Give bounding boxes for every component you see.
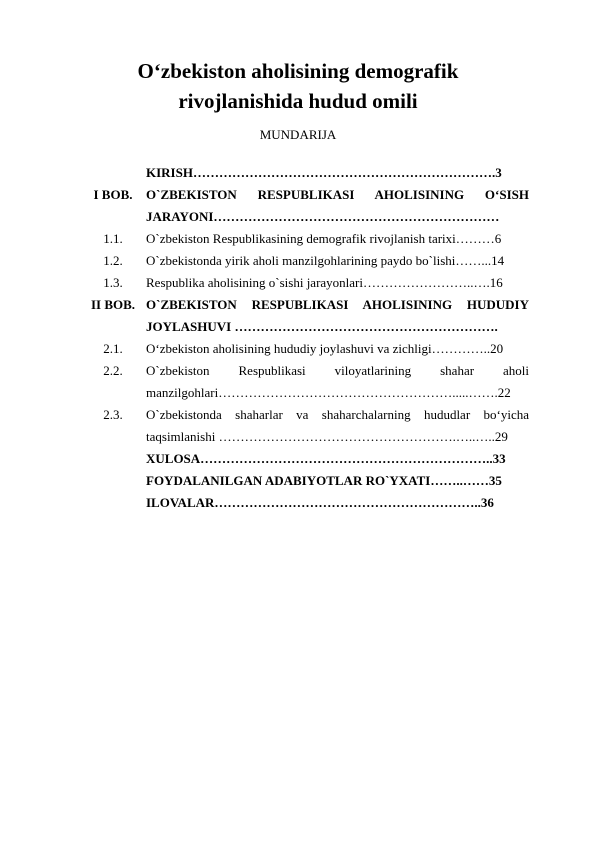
toc-entry-text: O`zbekiston Respublikasining demografik rivojlanish tarixi………6 [146, 231, 502, 246]
toc-entry-text: O`zbekistonda shaharlar va shaharchalarning hududlar bo‘yicha [146, 407, 529, 422]
contents-heading: MUNDARIJA [259, 127, 337, 142]
toc-entry-text: O‘zbekiston aholisining hududiy joylashuvi va zichligi…………..20 [146, 341, 504, 356]
toc-entry-number: 1.1. [103, 231, 123, 246]
toc-entry-text: JARAYONI………………………………………………………… [146, 209, 500, 224]
toc-entry-text: Respublika aholisining o`sishi jarayonlari……………………..….16 [146, 275, 503, 290]
toc-entry-text: O`zbekistonda yirik aholi manzilgohlarining paydo bo`lishi……...14 [146, 253, 505, 268]
toc-entry-number: 1.3. [103, 275, 123, 290]
toc-entry-text: taqsimlanishi ……………………………………………….…..…..29 [146, 429, 508, 444]
toc-entry-text: XULOSA…………………………………………………………..33 [146, 451, 506, 466]
toc-entry-text: KIRISH…………………………………………………………….3 [146, 165, 502, 180]
toc-entry-number: II BOB. [90, 297, 136, 312]
toc-entry-text: FOYDALANILGAN ADABIYOTLAR RO`YXATI……..……35 [146, 473, 502, 488]
toc-entry-text: JOYLASHUVI ……………………………………………………. [146, 319, 498, 334]
toc-entry-text: O`ZBEKISTON RESPUBLIKASI AHOLISINING O‘SISH [146, 187, 529, 202]
toc-entry-text: manzilgohlari……………………………………………….....…….22 [146, 385, 511, 400]
toc-entry-text: O`ZBEKISTON RESPUBLIKASI AHOLISINING HUDUDIY [146, 297, 529, 312]
toc-entry-number: 2.1. [103, 341, 123, 356]
toc-entry-number: 1.2. [103, 253, 123, 268]
title-line-2: rivojlanishida hudud omili [178, 89, 418, 113]
toc-entry-number: 2.2. [103, 363, 123, 378]
toc-entry-text: O`zbekiston Respublikasi viloyatlarining shahar aholi [146, 363, 529, 378]
toc-entry-text: ILOVALAR……………………………………………………..36 [146, 495, 494, 510]
toc-entry-number: I BOB. [93, 187, 133, 202]
toc-entry-number: 2.3. [103, 407, 123, 422]
title-line-1: O‘zbekiston aholisining demografik [137, 59, 459, 83]
